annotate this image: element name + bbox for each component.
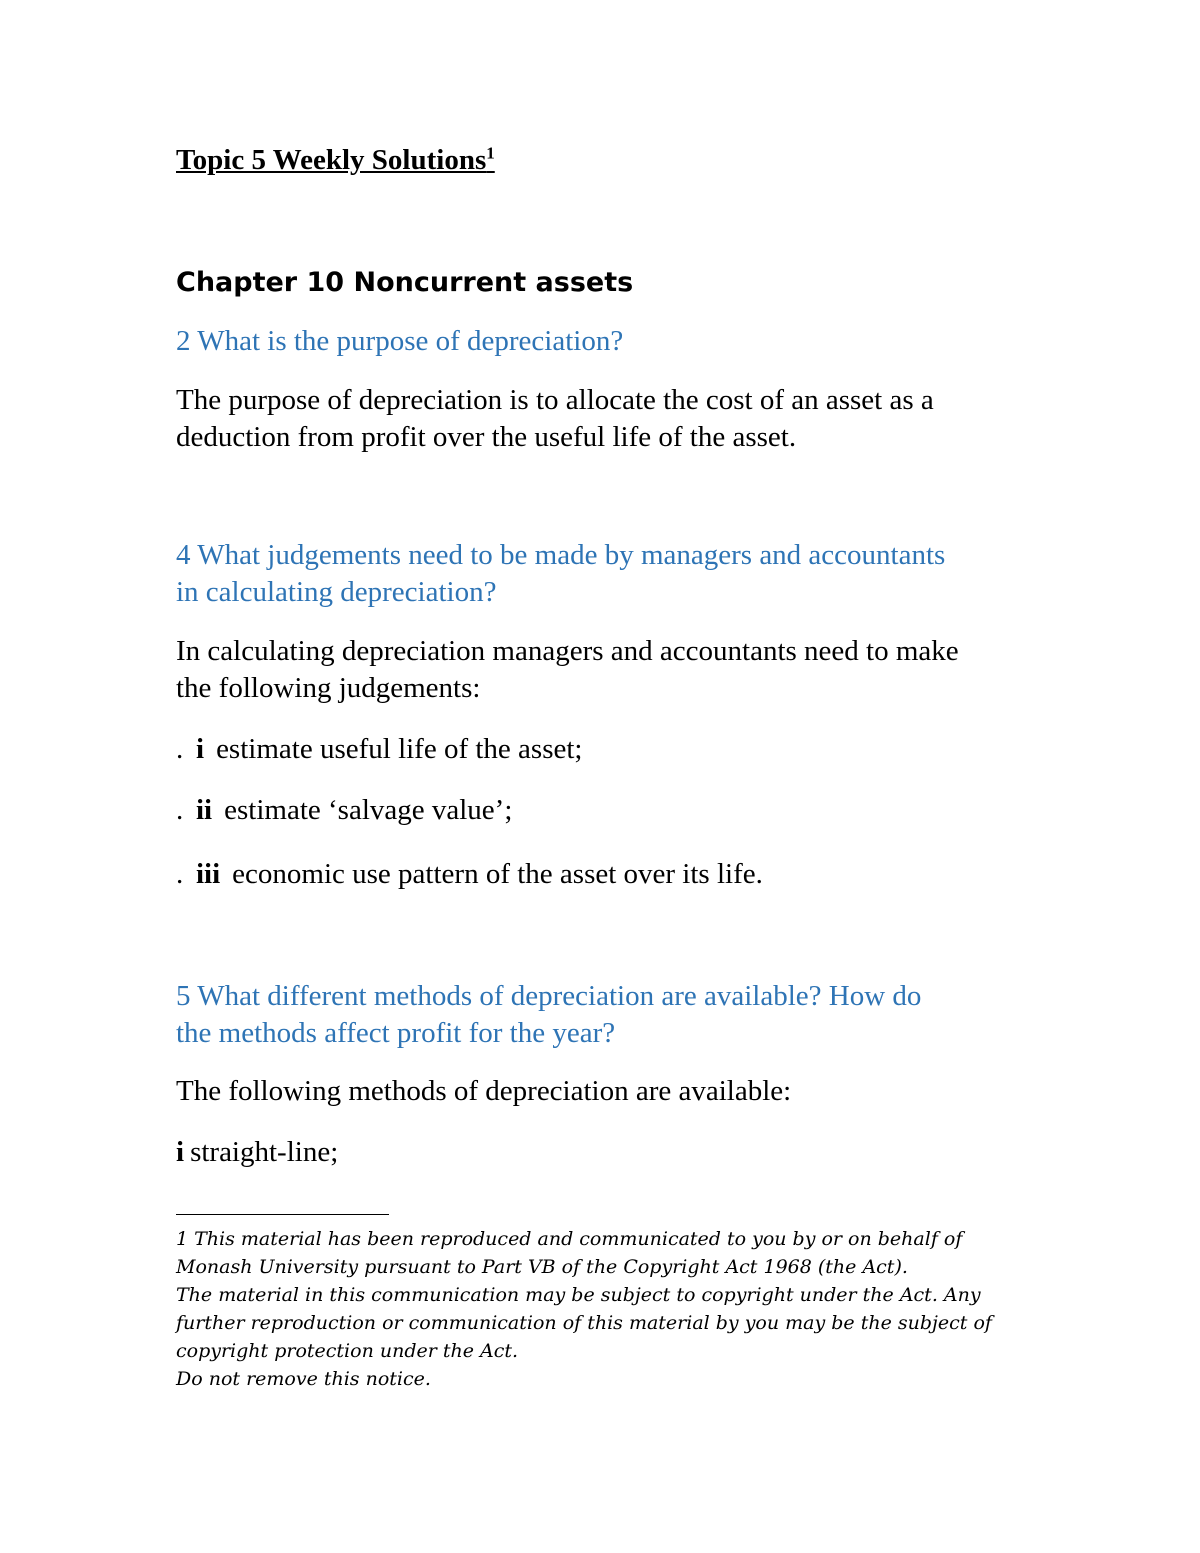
answer-2-line-1: The purpose of depreciation is to allocate the cost of an asset as a xyxy=(176,384,934,416)
item-text: straight-line; xyxy=(190,1136,339,1168)
question-5-line-2: the methods affect profit for the year? xyxy=(176,1017,616,1049)
judgement-item-2 xyxy=(176,792,1036,829)
footnote-line-2: Monash University pursuant to Part VB of the Copyright Act 1968 (the Act). xyxy=(176,1256,908,1278)
footnote-reference: 1 xyxy=(486,143,495,163)
footnote-separator xyxy=(176,1214,389,1215)
footnote-line-3: The material in this communication may be subject to copyright under the Act. Any xyxy=(176,1284,981,1306)
item-number: iii xyxy=(196,858,221,890)
answer-4 xyxy=(176,633,1036,707)
page-title-text: Topic 5 Weekly Solutions xyxy=(176,144,487,176)
list-marker: . xyxy=(176,733,184,765)
answer-5: The following methods of depreciation are available: xyxy=(176,1075,792,1107)
item-number: i xyxy=(176,1136,185,1168)
list-marker: . xyxy=(176,858,184,890)
footnote xyxy=(176,1225,1036,1393)
footnote-line-5: copyright protection under the Act. xyxy=(176,1340,519,1362)
item-text: economic use pattern of the asset over its life. xyxy=(232,858,763,890)
question-4 xyxy=(176,537,1036,611)
question-4-line-2: in calculating depreciation? xyxy=(176,576,497,608)
item-text: estimate useful life of the asset; xyxy=(216,733,583,765)
method-item-1 xyxy=(176,1134,1036,1171)
question-4-line-1: 4 What judgements need to be made by managers and accountants xyxy=(176,539,946,571)
question-5 xyxy=(176,978,1036,1052)
item-number: ii xyxy=(196,794,213,826)
item-number: i xyxy=(196,733,205,765)
answer-4-line-1: In calculating depreciation managers and accountants need to make xyxy=(176,635,959,667)
chapter-heading: Chapter 10 Noncurrent assets xyxy=(176,267,634,298)
list-marker: . xyxy=(176,794,184,826)
footnote-line-6: Do not remove this notice. xyxy=(176,1368,431,1390)
footnote-line-1: 1 This material has been reproduced and communicated to you by or on behalf of xyxy=(176,1228,963,1250)
question-5-line-1: 5 What different methods of depreciation are available? How do xyxy=(176,980,922,1012)
judgement-item-1 xyxy=(176,731,1036,768)
question-2 xyxy=(176,323,1036,360)
page-title xyxy=(176,140,1036,180)
answer-2 xyxy=(176,382,1036,456)
footnote-line-4: further reproduction or communication of this material by you may be the subject of xyxy=(176,1312,992,1334)
question-2-text: 2 What is the purpose of depreciation? xyxy=(176,325,624,357)
judgement-item-3 xyxy=(176,856,1036,893)
answer-2-line-2: deduction from profit over the useful life of the asset. xyxy=(176,421,797,453)
answer-4-line-2: the following judgements: xyxy=(176,672,481,704)
item-text: estimate ‘salvage value’; xyxy=(224,794,513,826)
